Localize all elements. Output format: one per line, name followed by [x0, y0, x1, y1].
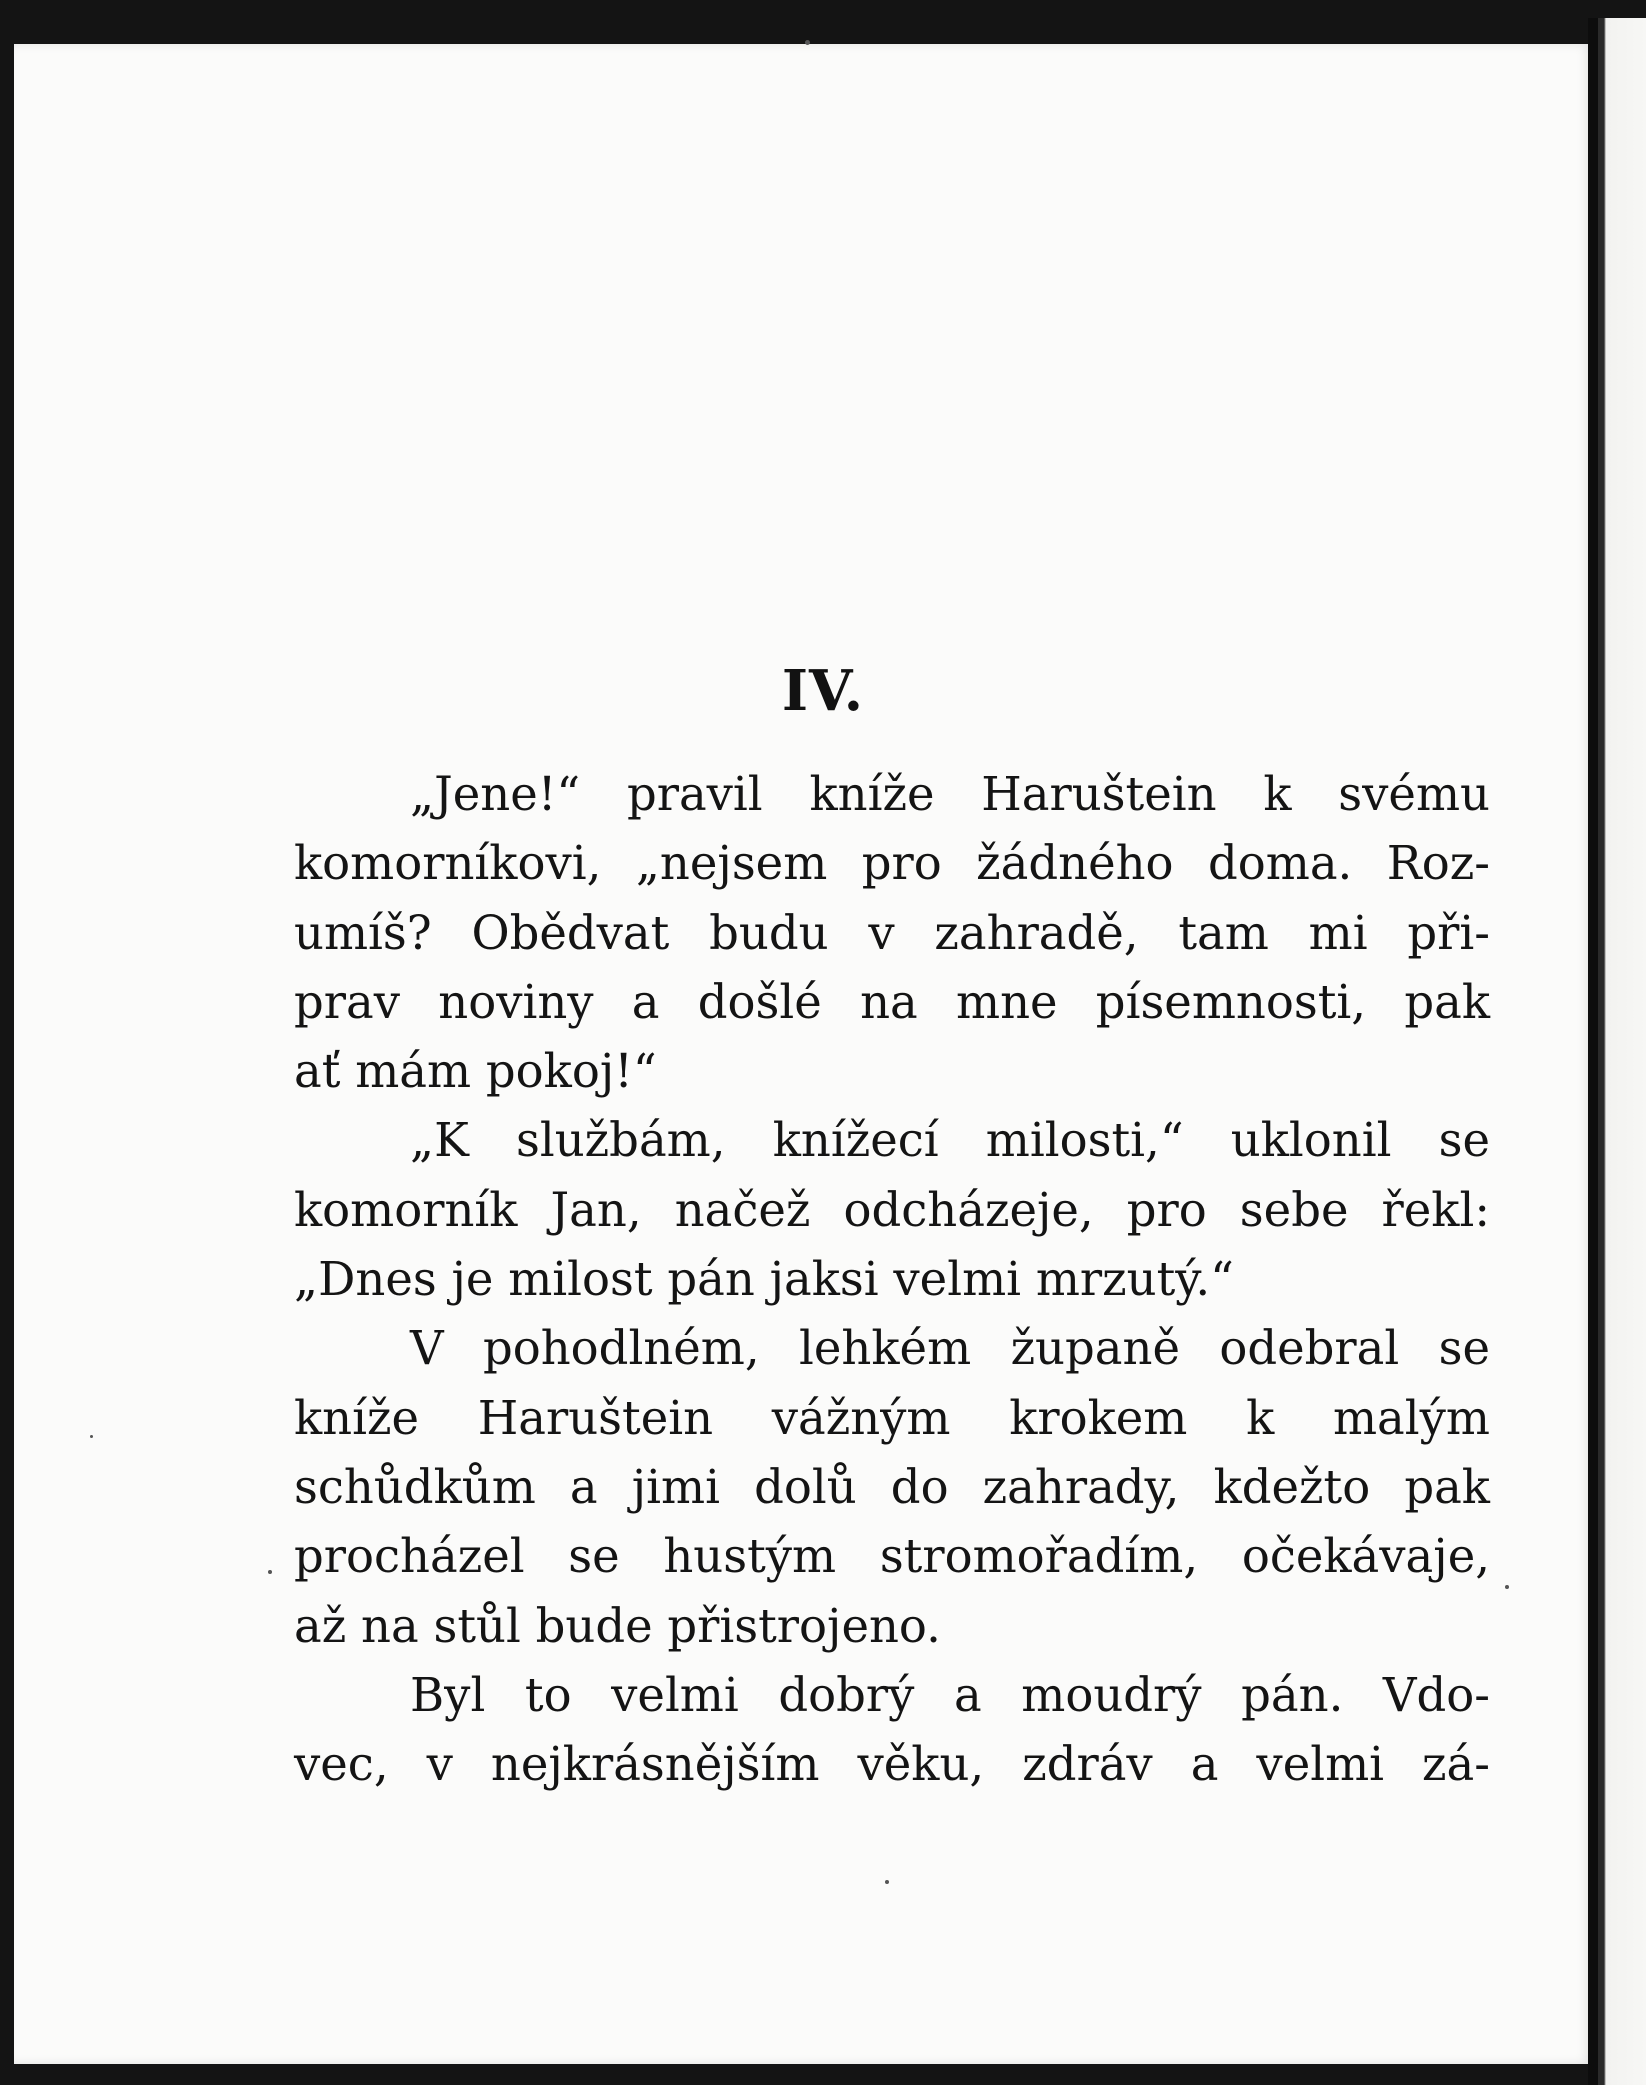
chapter-body-text [294, 760, 1490, 1799]
dust-speck [1505, 1585, 1509, 1589]
text-line: V pohodlném, lehkém županě odebral se [410, 1321, 1490, 1376]
text-line: vec, v nejkrásnějším věku, zdráv a velmi zá- [294, 1737, 1490, 1792]
book-spine-shadow [1588, 18, 1598, 2085]
text-line: „K službám, knížecí milosti,“ uklonil se [410, 1113, 1490, 1168]
text-line: komorník Jan, načež odcházeje, pro sebe řekl: [294, 1182, 1490, 1237]
facing-page-edge [1598, 18, 1646, 2085]
text-line: ať mám pokoj!“ [294, 1044, 657, 1099]
dust-speck [90, 1435, 93, 1438]
text-line: komorníkovi, „nejsem pro žádného doma. Roz- [294, 836, 1490, 891]
dust-speck [805, 40, 810, 45]
text-line: až na stůl bude přistrojeno. [294, 1598, 941, 1653]
text-line: „Jene!“ pravil kníže Haruštein k svému [410, 767, 1490, 821]
text-line: Byl to velmi dobrý a moudrý pán. Vdo- [410, 1667, 1490, 1722]
dust-speck [268, 1570, 272, 1574]
text-line: prav noviny a došlé na mne písemnosti, pak [294, 974, 1490, 1029]
text-line: umíš? Obědvat budu v zahradě, tam mi při- [294, 905, 1490, 960]
text-line: „Dnes je milost pán jaksi velmi mrzutý.“ [294, 1252, 1234, 1307]
text-line: kníže Haruštein vážným krokem k malým [294, 1390, 1490, 1445]
text-line: schůdkům a jimi dolů do zahrady, kdežto pak [294, 1459, 1490, 1514]
dust-speck [885, 1880, 889, 1884]
text-line: procházel se hustým stromořadím, očekávaje, [294, 1529, 1490, 1584]
chapter-heading: IV. [781, 658, 865, 724]
